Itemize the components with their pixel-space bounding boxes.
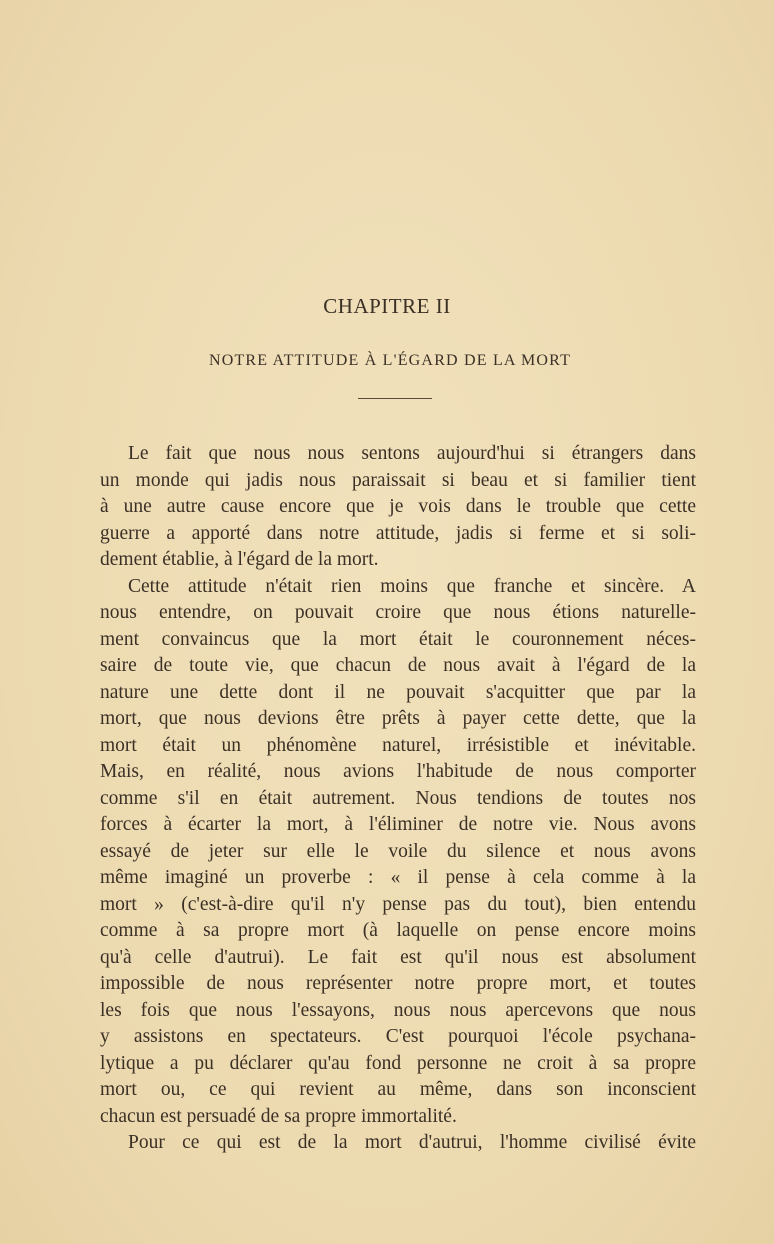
text-line: ment convaincus que la mort était le couronnement néces- xyxy=(100,628,696,650)
text-line: mort était un phénomène naturel, irrésistible et inévitable. xyxy=(100,734,696,756)
text-line: un monde qui jadis nous paraissait si beau et si familier tient xyxy=(100,469,696,491)
text-line: nature une dette dont il ne pouvait s'acquitter que par la xyxy=(100,681,696,703)
text-line: forces à écarter la mort, à l'éliminer de notre vie. Nous avons xyxy=(100,814,696,835)
text-line: Le fait que nous nous sentons aujourd'hui si étrangers dans xyxy=(128,443,696,464)
text-line: Cette attitude n'était rien moins que franche et sincère. A xyxy=(128,575,696,597)
text-line: même imaginé un proverbe : « il pense à cela comme à la xyxy=(100,867,696,888)
text-line: qu'à celle d'autrui). Le fait est qu'il nous est absolument xyxy=(100,946,696,968)
text-line: nous entendre, on pouvait croire que nous étions naturelle- xyxy=(100,602,696,623)
text-line: comme à sa propre mort (à laquelle on pense encore moins xyxy=(100,920,696,941)
text-line: essayé de jeter sur elle le voile du silence et nous avons xyxy=(100,840,696,862)
text-line: guerre a apporté dans notre attitude, jadis si ferme et si soli- xyxy=(100,522,696,544)
chapter-number: CHAPITRE II xyxy=(323,294,451,318)
text-line: mort » (c'est-à-dire qu'il n'y pense pas du tout), bien entendu xyxy=(100,893,696,915)
text-line: comme s'il en était autrement. Nous tendions de toutes nos xyxy=(100,787,696,809)
text-line: saire de toute vie, que chacun de nous avait à l'égard de la xyxy=(100,655,696,676)
text-line: chacun est persuadé de sa propre immortalité. xyxy=(100,1105,457,1127)
text-line: Pour ce qui est de la mort d'autrui, l'homme civilisé évite xyxy=(128,1132,696,1153)
text-line: mort ou, ce qui revient au même, dans son inconscient xyxy=(100,1079,696,1100)
text-line: lytique a pu déclarer qu'au fond personne ne croit à sa propre xyxy=(100,1052,696,1074)
text-line: les fois que nous l'essayons, nous nous apercevons que nous xyxy=(100,999,696,1021)
text-line: à une autre cause encore que je vois dans le trouble que cette xyxy=(100,496,696,517)
text-line: dement établie, à l'égard de la mort. xyxy=(100,549,379,570)
text-line: impossible de nous représenter notre propre mort, et toutes xyxy=(100,973,696,994)
title-divider xyxy=(358,398,432,399)
text-line: mort, que nous devions être prêts à payer cette dette, que la xyxy=(100,708,696,729)
text-line: y assistons en spectateurs. C'est pourquoi l'école psychana- xyxy=(100,1026,696,1047)
chapter-title: NOTRE ATTITUDE À L'ÉGARD DE LA MORT xyxy=(208,352,572,369)
body-text xyxy=(100,441,696,1157)
text-line: Mais, en réalité, nous avions l'habitude de nous comporter xyxy=(100,761,696,782)
